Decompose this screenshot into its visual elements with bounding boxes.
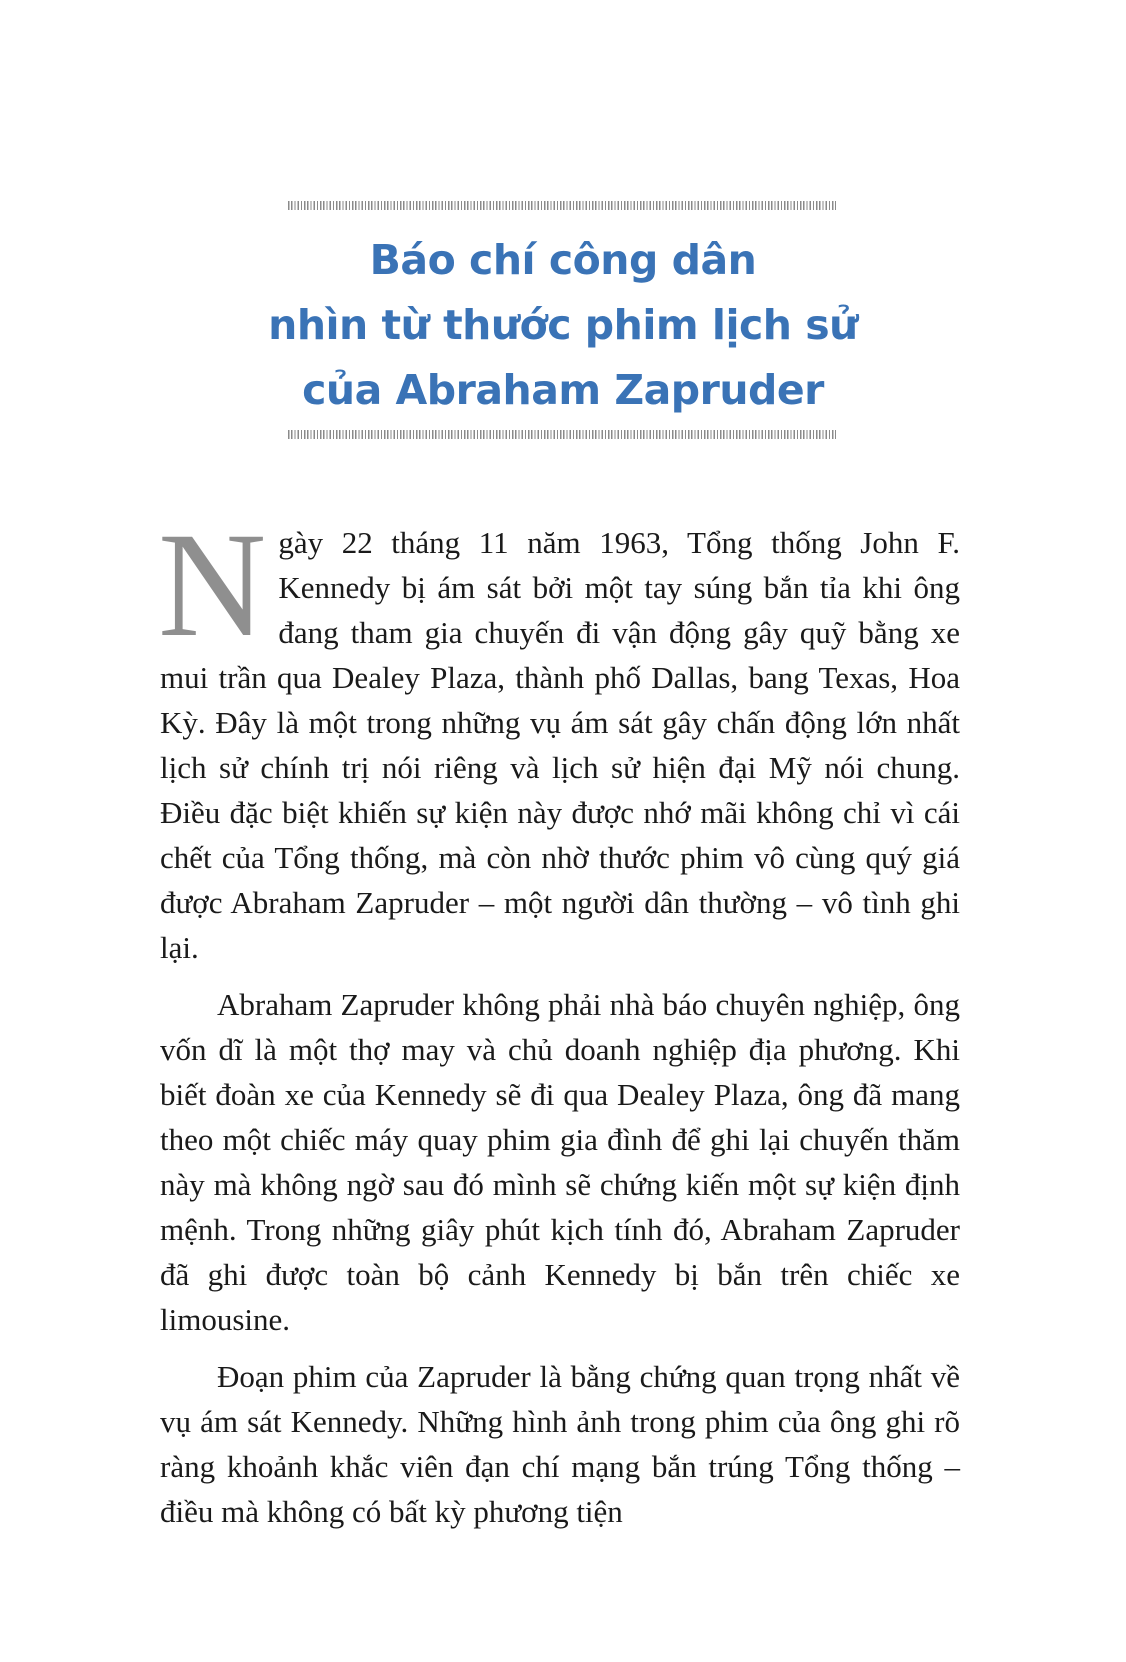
title-bottom-rule: [288, 430, 836, 439]
article-body: [158, 502, 960, 1534]
paragraph-2: Abraham Zapruder không phải nhà báo chuyên nghiệp, ông vốn dĩ là một thợ may và chủ doanh nghiệp địa phương. Khi biết đoàn xe của Kennedy sẽ đi qua Dealey Plaza, ông đã mang theo một chiếc máy quay phim gia đình để ghi lại chuyến thăm này mà không ngờ sau đó mình sẽ chứng kiến một sự kiện định mệnh. Trong những giây phút kịch tính đó, Abraham Zapruder đã ghi được toàn bộ cảnh Kennedy bị bắn trên chiếc xe limousine.: [160, 987, 960, 1337]
drop-cap: N: [158, 502, 267, 668]
paragraph-1: [158, 502, 960, 970]
paragraph-3: Đoạn phim của Zapruder là bằng chứng quan trọng nhất về vụ ám sát Kennedy. Những hình ảnh trong phim của ông ghi rõ ràng khoảnh khắc viên đạn chí mạng bắn trúng Tổng thống – điều mà không có bất kỳ phương tiện: [160, 1359, 960, 1529]
title-top-rule: [288, 201, 836, 210]
chapter-title-line-2: nhìn từ thước phim lịch sử: [268, 301, 858, 349]
paragraph-1-text: gày 22 tháng 11 năm 1963, Tổng thống John F. Kennedy bị ám sát bởi một tay súng bắn tỉa khi ông đang tham gia chuyến đi vận động gây quỹ bằng xe mui trần qua Dealey Plaza, thành phố Dallas, bang Texas, Hoa Kỳ. Đây là một trong những vụ ám sát gây chấn động lớn nhất lịch sử chính trị nói riêng và lịch sử hiện đại Mỹ nói chung. Điều đặc biệt khiến sự kiện này được nhớ mãi không chỉ vì cái chết của Tổng thống, mà còn nhờ thước phim vô cùng quý giá được Abraham Zapruder – một người dân thường – vô tình ghi lại.: [160, 525, 960, 965]
chapter-title-line-1: Báo chí công dân: [369, 236, 757, 284]
chapter-title-line-3: của Abraham Zapruder: [302, 366, 824, 414]
chapter-title: [200, 228, 926, 423]
